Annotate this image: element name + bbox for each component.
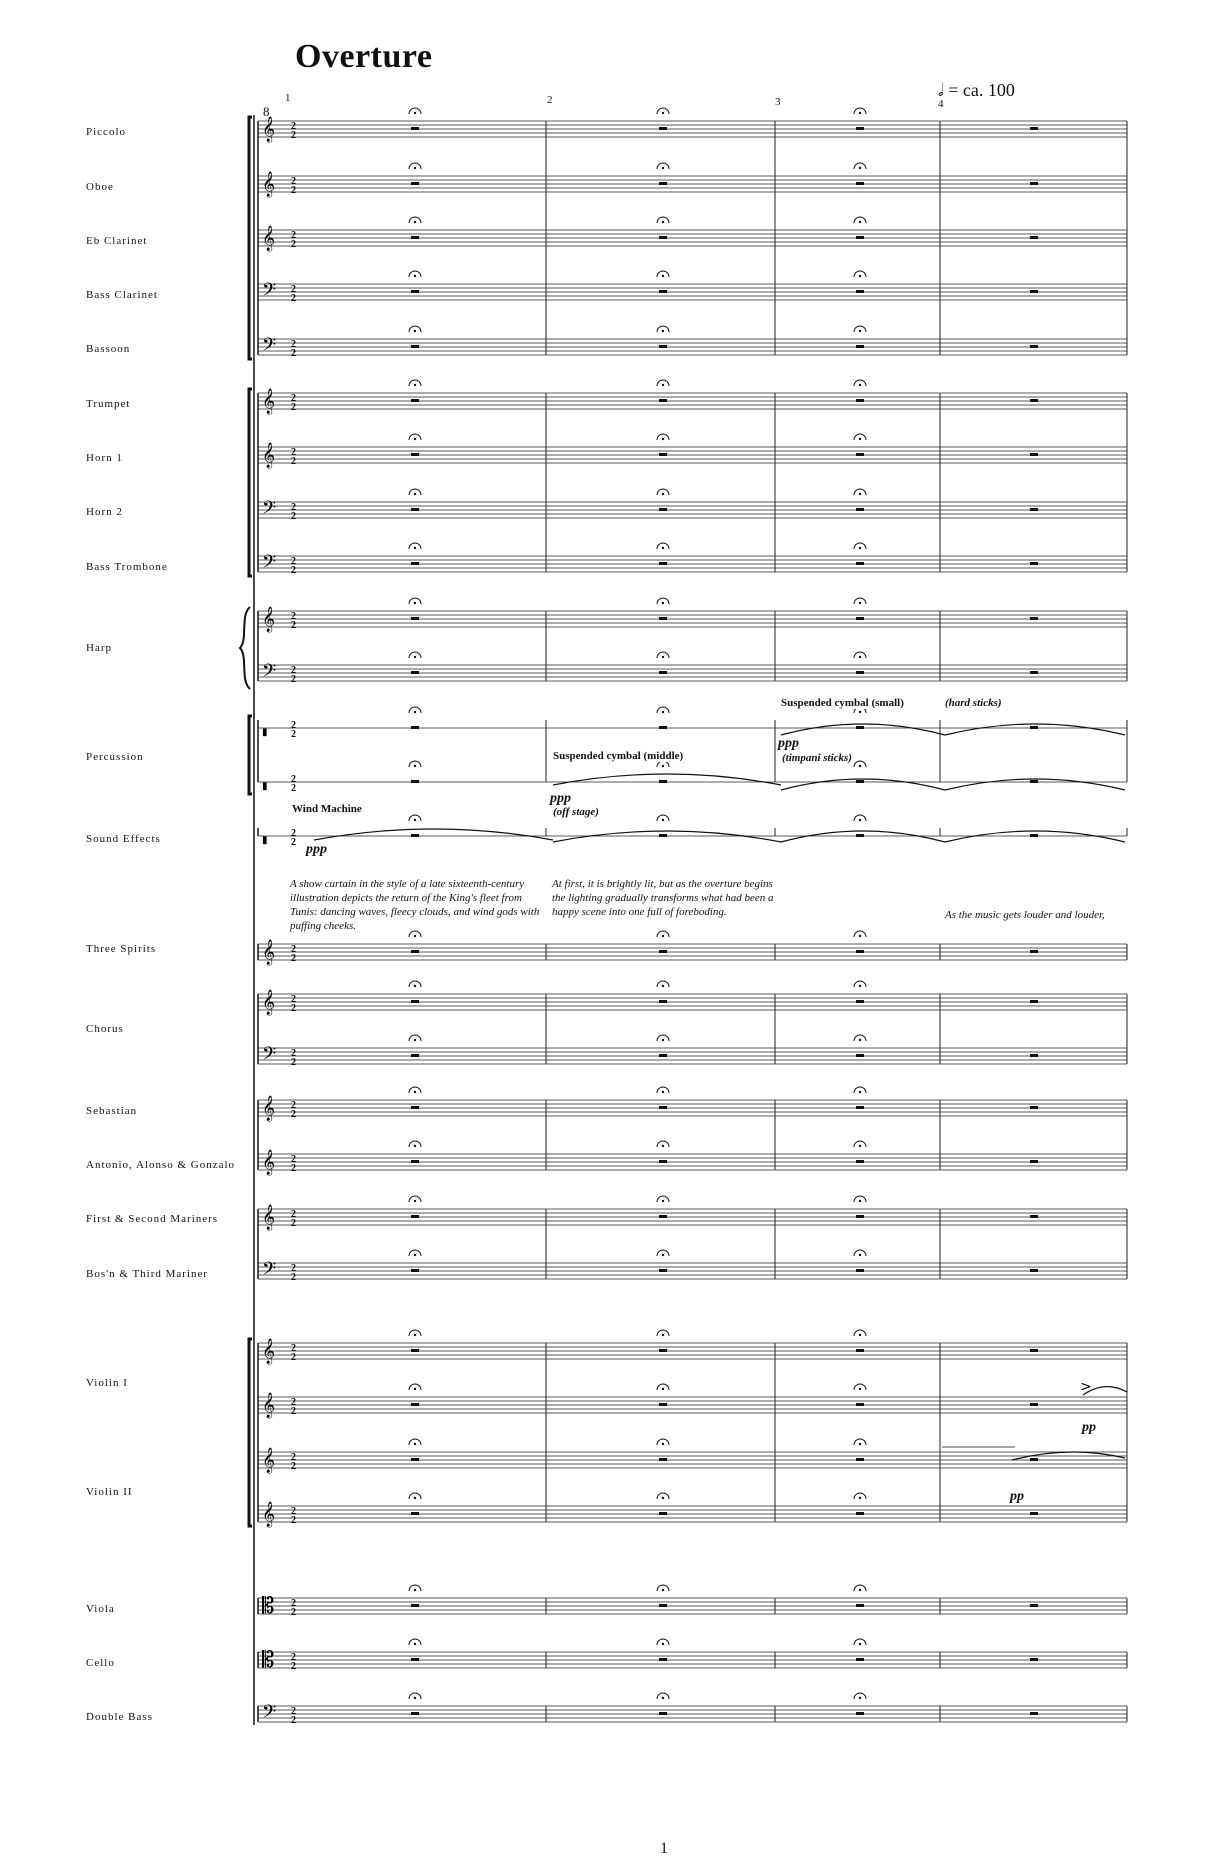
staff [258, 543, 1127, 577]
time-signature: 2 [291, 620, 296, 631]
stage-direction: A show curtain in the style of a late sixteenth-century illustration depicts the return of the King's fleet from Tunis: dancing waves, fleecy clouds, and wind gods with puffing cheeks. [290, 878, 540, 932]
whole-rest [1030, 950, 1038, 953]
staff [258, 598, 1127, 632]
staff [258, 217, 1127, 251]
time-signature: 2 [291, 130, 296, 141]
whole-rest [856, 1604, 864, 1607]
time-signature: 2 [291, 511, 296, 522]
whole-rest [856, 1403, 864, 1406]
section-bracket [249, 716, 252, 794]
time-signature: 2 [291, 1163, 296, 1174]
staff [258, 1141, 1127, 1175]
whole-rest [1030, 1269, 1038, 1272]
whole-rest [1030, 1604, 1038, 1607]
time-signature: 2 [291, 393, 296, 404]
whole-rest [411, 1712, 419, 1715]
tie [553, 774, 781, 785]
whole-rest [856, 236, 864, 239]
time-signature: 2 [291, 348, 296, 359]
whole-rest [411, 127, 419, 130]
time-signature: 2 [291, 665, 296, 676]
whole-rest [659, 1000, 667, 1003]
clef-icon: 𝄡 [262, 1648, 275, 1673]
stage-direction: At first, it is brightly lit, but as the overture begins the lighting gradually transforms what had been a happy scene into one full of foreboding. [552, 878, 774, 918]
time-signature: 2 [291, 1506, 296, 1517]
whole-rest [659, 1160, 667, 1163]
whole-rest [659, 1512, 667, 1515]
whole-rest [1030, 1349, 1038, 1352]
time-signature: 2 [291, 1352, 296, 1363]
whole-rest [856, 182, 864, 185]
instrument-label-horn-2: Horn 2 [86, 506, 123, 518]
clef-icon: 𝄞 [262, 1096, 276, 1121]
staff [258, 271, 1127, 305]
instrument-label-mariners: First & Second Mariners [86, 1213, 219, 1225]
instrument-label-bass-clarinet: Bass Clarinet [86, 289, 158, 301]
time-signature: 2 [291, 185, 296, 196]
whole-rest [659, 1458, 667, 1461]
staff [258, 326, 1127, 360]
whole-rest [1030, 1403, 1038, 1406]
time-signature: 2 [291, 1003, 296, 1014]
time-signature: 2 [291, 1715, 296, 1726]
dynamic-ppp: ppp [778, 736, 799, 751]
time-signature: 2 [291, 1263, 296, 1274]
whole-rest [411, 1458, 419, 1461]
clef-icon: 𝄞 [262, 443, 276, 468]
clef-icon: 𝄞 [262, 389, 276, 414]
whole-rest [659, 399, 667, 402]
staff [258, 1035, 1127, 1069]
whole-rest [411, 671, 419, 674]
time-signature: 2 [291, 1048, 296, 1059]
time-signature: 2 [291, 1343, 296, 1354]
whole-rest [659, 780, 667, 783]
whole-rest [856, 1349, 864, 1352]
whole-rest [856, 1000, 864, 1003]
whole-rest [411, 1160, 419, 1163]
whole-rest [856, 508, 864, 511]
whole-rest [411, 508, 419, 511]
instrument-label-violin-2: Violin II [86, 1486, 133, 1498]
instrument-label-cello: Cello [86, 1657, 115, 1669]
time-signature: 2 [291, 121, 296, 132]
whole-rest [411, 1349, 419, 1352]
clef-icon: 𝄞 [262, 117, 276, 142]
time-signature: 2 [291, 774, 296, 785]
whole-rest [856, 399, 864, 402]
whole-rest [659, 671, 667, 674]
time-signature: 2 [291, 1607, 296, 1618]
whole-rest [1030, 1000, 1038, 1003]
clef-icon: ▮ [262, 781, 268, 792]
time-signature: 2 [291, 1218, 296, 1229]
staff [258, 1330, 1127, 1364]
time-signature: 2 [291, 239, 296, 250]
clef-icon: 𝄞 [262, 1150, 276, 1175]
whole-rest [411, 617, 419, 620]
whole-rest [1030, 1512, 1038, 1515]
whole-rest [856, 1512, 864, 1515]
whole-rest [659, 1712, 667, 1715]
clef-icon: 𝄞 [262, 940, 276, 965]
page-number: 1 [660, 1840, 668, 1857]
instrument-label-viola: Viola [86, 1603, 115, 1615]
whole-rest [411, 1106, 419, 1109]
staff [258, 1439, 1127, 1473]
instrument-label-oboe: Oboe [86, 181, 114, 193]
dynamic-ppp: ppp [306, 842, 327, 857]
whole-rest [411, 399, 419, 402]
time-signature: 2 [291, 402, 296, 413]
time-signature: 2 [291, 837, 296, 848]
whole-rest [856, 562, 864, 565]
whole-rest [856, 726, 864, 729]
time-signature: 2 [291, 783, 296, 794]
whole-rest [856, 950, 864, 953]
whole-rest [659, 1604, 667, 1607]
time-signature: 2 [291, 1598, 296, 1609]
whole-rest [411, 1000, 419, 1003]
staff [258, 761, 1127, 794]
staff [258, 1493, 1127, 1527]
section-bracket [249, 117, 252, 359]
time-signature: 2 [291, 953, 296, 964]
time-signature: 2 [291, 447, 296, 458]
time-signature: 2 [291, 284, 296, 295]
whole-rest [856, 1215, 864, 1218]
whole-rest [856, 453, 864, 456]
whole-rest [659, 1215, 667, 1218]
staff [258, 1693, 1127, 1727]
whole-rest [1030, 453, 1038, 456]
clef-icon: 𝄞 [262, 1393, 276, 1418]
time-signature: 2 [291, 1154, 296, 1165]
whole-rest [1030, 726, 1038, 729]
time-signature: 2 [291, 1397, 296, 1408]
whole-rest [411, 834, 419, 837]
instrument-label-three-spirits: Three Spirits [86, 943, 157, 955]
instrument-label-chorus: Chorus [86, 1023, 124, 1035]
clef-icon: 𝄢 [262, 1259, 277, 1284]
staff [258, 1585, 1127, 1619]
clef-icon: 𝄞 [262, 1205, 276, 1230]
instrument-label-percussion: Percussion [86, 751, 144, 763]
time-signature: 2 [291, 293, 296, 304]
annotation-hard-sticks: (hard sticks) [945, 697, 1002, 709]
whole-rest [411, 290, 419, 293]
instrument-label-trumpet: Trumpet [86, 398, 131, 410]
whole-rest [411, 345, 419, 348]
measure-number: 2 [547, 94, 553, 106]
whole-rest [659, 726, 667, 729]
whole-rest [1030, 834, 1038, 837]
accent-icon: > [1080, 1379, 1092, 1395]
whole-rest [856, 671, 864, 674]
whole-rest [659, 1658, 667, 1661]
whole-rest [1030, 345, 1038, 348]
staff [258, 163, 1127, 197]
time-signature: 2 [291, 230, 296, 241]
staff [258, 434, 1127, 468]
whole-rest [1030, 236, 1038, 239]
whole-rest [411, 1512, 419, 1515]
annotation-suspended-cymbal-middle: Suspended cymbal (middle) [553, 750, 684, 762]
instrument-label-violin-1: Violin I [86, 1377, 128, 1389]
staff [258, 652, 1127, 686]
whole-rest [856, 1106, 864, 1109]
whole-rest [856, 834, 864, 837]
staff [258, 1384, 1127, 1418]
clef-icon: ▮ [262, 835, 268, 846]
tie [314, 829, 553, 840]
whole-rest [856, 127, 864, 130]
time-signature: 2 [291, 1652, 296, 1663]
instrument-label-piccolo: Piccolo [86, 126, 126, 138]
whole-rest [411, 950, 419, 953]
whole-rest [1030, 399, 1038, 402]
clef-icon: 𝄞 [262, 226, 276, 251]
whole-rest [1030, 1712, 1038, 1715]
whole-rest [856, 1269, 864, 1272]
clef-icon: 𝄢 [262, 280, 277, 305]
instrument-label-bass-trombone: Bass Trombone [86, 561, 168, 573]
whole-rest [411, 1054, 419, 1057]
whole-rest [659, 1349, 667, 1352]
instrument-label-bosn-third-mariner: Bos'n & Third Mariner [86, 1268, 209, 1280]
whole-rest [856, 1658, 864, 1661]
whole-rest [411, 562, 419, 565]
time-signature: 2 [291, 611, 296, 622]
whole-rest [411, 1658, 419, 1661]
measure-number: 1 [285, 92, 291, 104]
whole-rest [856, 1160, 864, 1163]
whole-rest [1030, 671, 1038, 674]
whole-rest [856, 780, 864, 783]
tempo-text: = ca. 100 [948, 80, 1015, 100]
clef-icon: ▮ [262, 727, 268, 738]
dynamic-pp: pp [1010, 1489, 1024, 1504]
measure-number: 4 [938, 98, 944, 110]
time-signature: 2 [291, 1272, 296, 1283]
whole-rest [1030, 1658, 1038, 1661]
time-signature: 2 [291, 1661, 296, 1672]
tempo-marking [938, 80, 1015, 101]
time-signature: 2 [291, 565, 296, 576]
whole-rest [856, 1712, 864, 1715]
harp-brace [240, 607, 250, 689]
time-signature: 2 [291, 1406, 296, 1417]
whole-rest [659, 345, 667, 348]
whole-rest [1030, 780, 1038, 783]
time-signature: 2 [291, 1109, 296, 1120]
whole-rest [1030, 1215, 1038, 1218]
clef-icon: 𝄡 [262, 1594, 275, 1619]
whole-rest [856, 1054, 864, 1057]
time-signature: 2 [291, 674, 296, 685]
whole-rest [659, 562, 667, 565]
whole-rest [659, 1106, 667, 1109]
instrument-label-sound-effects: Sound Effects [86, 833, 161, 845]
half-note-icon: 𝅗𝅥 [938, 80, 944, 100]
clef-icon: 𝄢 [262, 1044, 277, 1069]
time-signature: 2 [291, 994, 296, 1005]
whole-rest [1030, 508, 1038, 511]
whole-rest [1030, 617, 1038, 620]
whole-rest [856, 290, 864, 293]
clef-icon: 𝄞 [262, 1448, 276, 1473]
whole-rest [659, 1054, 667, 1057]
annotation-off-stage: (off stage) [553, 806, 599, 818]
staff [258, 1087, 1127, 1121]
clef-icon: 𝄢 [262, 1702, 277, 1727]
measure-number: 3 [775, 96, 781, 108]
stage-direction: As the music gets louder and louder, [945, 909, 1105, 921]
clef-icon: 𝄢 [262, 552, 277, 577]
time-signature: 2 [291, 1452, 296, 1463]
whole-rest [659, 453, 667, 456]
whole-rest [856, 617, 864, 620]
whole-rest [856, 1458, 864, 1461]
clef-icon: 𝄞 [262, 607, 276, 632]
time-signature: 2 [291, 556, 296, 567]
dynamic-ppp: ppp [550, 791, 571, 806]
whole-rest [659, 290, 667, 293]
clef-icon: 𝄢 [262, 335, 277, 360]
clef-icon: 𝄢 [262, 498, 277, 523]
whole-rest [659, 236, 667, 239]
whole-rest [659, 617, 667, 620]
clef-icon: 𝄞 [262, 990, 276, 1015]
clef-icon: 𝄢 [262, 661, 277, 686]
whole-rest [1030, 1458, 1038, 1461]
time-signature: 2 [291, 729, 296, 740]
time-signature: 2 [291, 1515, 296, 1526]
whole-rest [1030, 182, 1038, 185]
staff [258, 489, 1127, 523]
instrument-label-harp: Harp [86, 642, 112, 654]
whole-rest [411, 780, 419, 783]
whole-rest [659, 182, 667, 185]
whole-rest [659, 1269, 667, 1272]
staff [258, 1250, 1127, 1284]
tie [781, 724, 945, 735]
instrument-label-bassoon: Bassoon [86, 343, 131, 355]
instrument-label-eb-clarinet: Eb Clarinet [86, 235, 148, 247]
annotation-suspended-cymbal-small: Suspended cymbal (small) [781, 697, 904, 709]
whole-rest [411, 182, 419, 185]
staff [258, 108, 1127, 142]
time-signature: 2 [291, 176, 296, 187]
whole-rest [411, 236, 419, 239]
whole-rest [659, 508, 667, 511]
time-signature: 2 [291, 502, 296, 513]
whole-rest [659, 834, 667, 837]
whole-rest [1030, 127, 1038, 130]
staff [258, 981, 1127, 1015]
time-signature: 2 [291, 456, 296, 467]
whole-rest [1030, 1054, 1038, 1057]
annotation-wind-machine: Wind Machine [292, 803, 362, 815]
whole-rest [411, 1269, 419, 1272]
whole-rest [659, 127, 667, 130]
section-bracket [249, 1339, 252, 1526]
octave-mark: 8 [263, 104, 270, 119]
whole-rest [1030, 562, 1038, 565]
whole-rest [1030, 1160, 1038, 1163]
staff [258, 1639, 1127, 1673]
whole-rest [411, 1215, 419, 1218]
whole-rest [411, 726, 419, 729]
whole-rest [1030, 290, 1038, 293]
dynamic-pp: pp [1082, 1420, 1096, 1435]
whole-rest [856, 345, 864, 348]
instrument-label-antonio-alonso-gonzalo: Antonio, Alonso & Gonzalo [86, 1159, 236, 1171]
time-signature: 2 [291, 1706, 296, 1717]
instrument-label-double-bass: Double Bass [86, 1711, 153, 1723]
clef-icon: 𝄞 [262, 1339, 276, 1364]
page-title: Overture [295, 38, 433, 75]
time-signature: 2 [291, 1461, 296, 1472]
whole-rest [411, 1604, 419, 1607]
clef-icon: 𝄞 [262, 1502, 276, 1527]
staff [258, 1196, 1127, 1230]
instrument-label-horn-1: Horn 1 [86, 452, 123, 464]
clef-icon: 𝄞 [262, 172, 276, 197]
time-signature: 2 [291, 1057, 296, 1068]
annotation-timpani-sticks: (timpani sticks) [782, 752, 852, 764]
staff [258, 931, 1127, 965]
tie [945, 724, 1125, 735]
instrument-label-sebastian: Sebastian [86, 1105, 138, 1117]
whole-rest [659, 950, 667, 953]
whole-rest [411, 1403, 419, 1406]
whole-rest [1030, 1106, 1038, 1109]
staff [258, 380, 1127, 414]
time-signature: 2 [291, 828, 296, 839]
time-signature: 2 [291, 944, 296, 955]
time-signature: 2 [291, 1100, 296, 1111]
time-signature: 2 [291, 339, 296, 350]
time-signature: 2 [291, 1209, 296, 1220]
whole-rest [411, 453, 419, 456]
time-signature: 2 [291, 720, 296, 731]
whole-rest [659, 1403, 667, 1406]
staff [258, 707, 1127, 740]
section-bracket [249, 389, 252, 576]
